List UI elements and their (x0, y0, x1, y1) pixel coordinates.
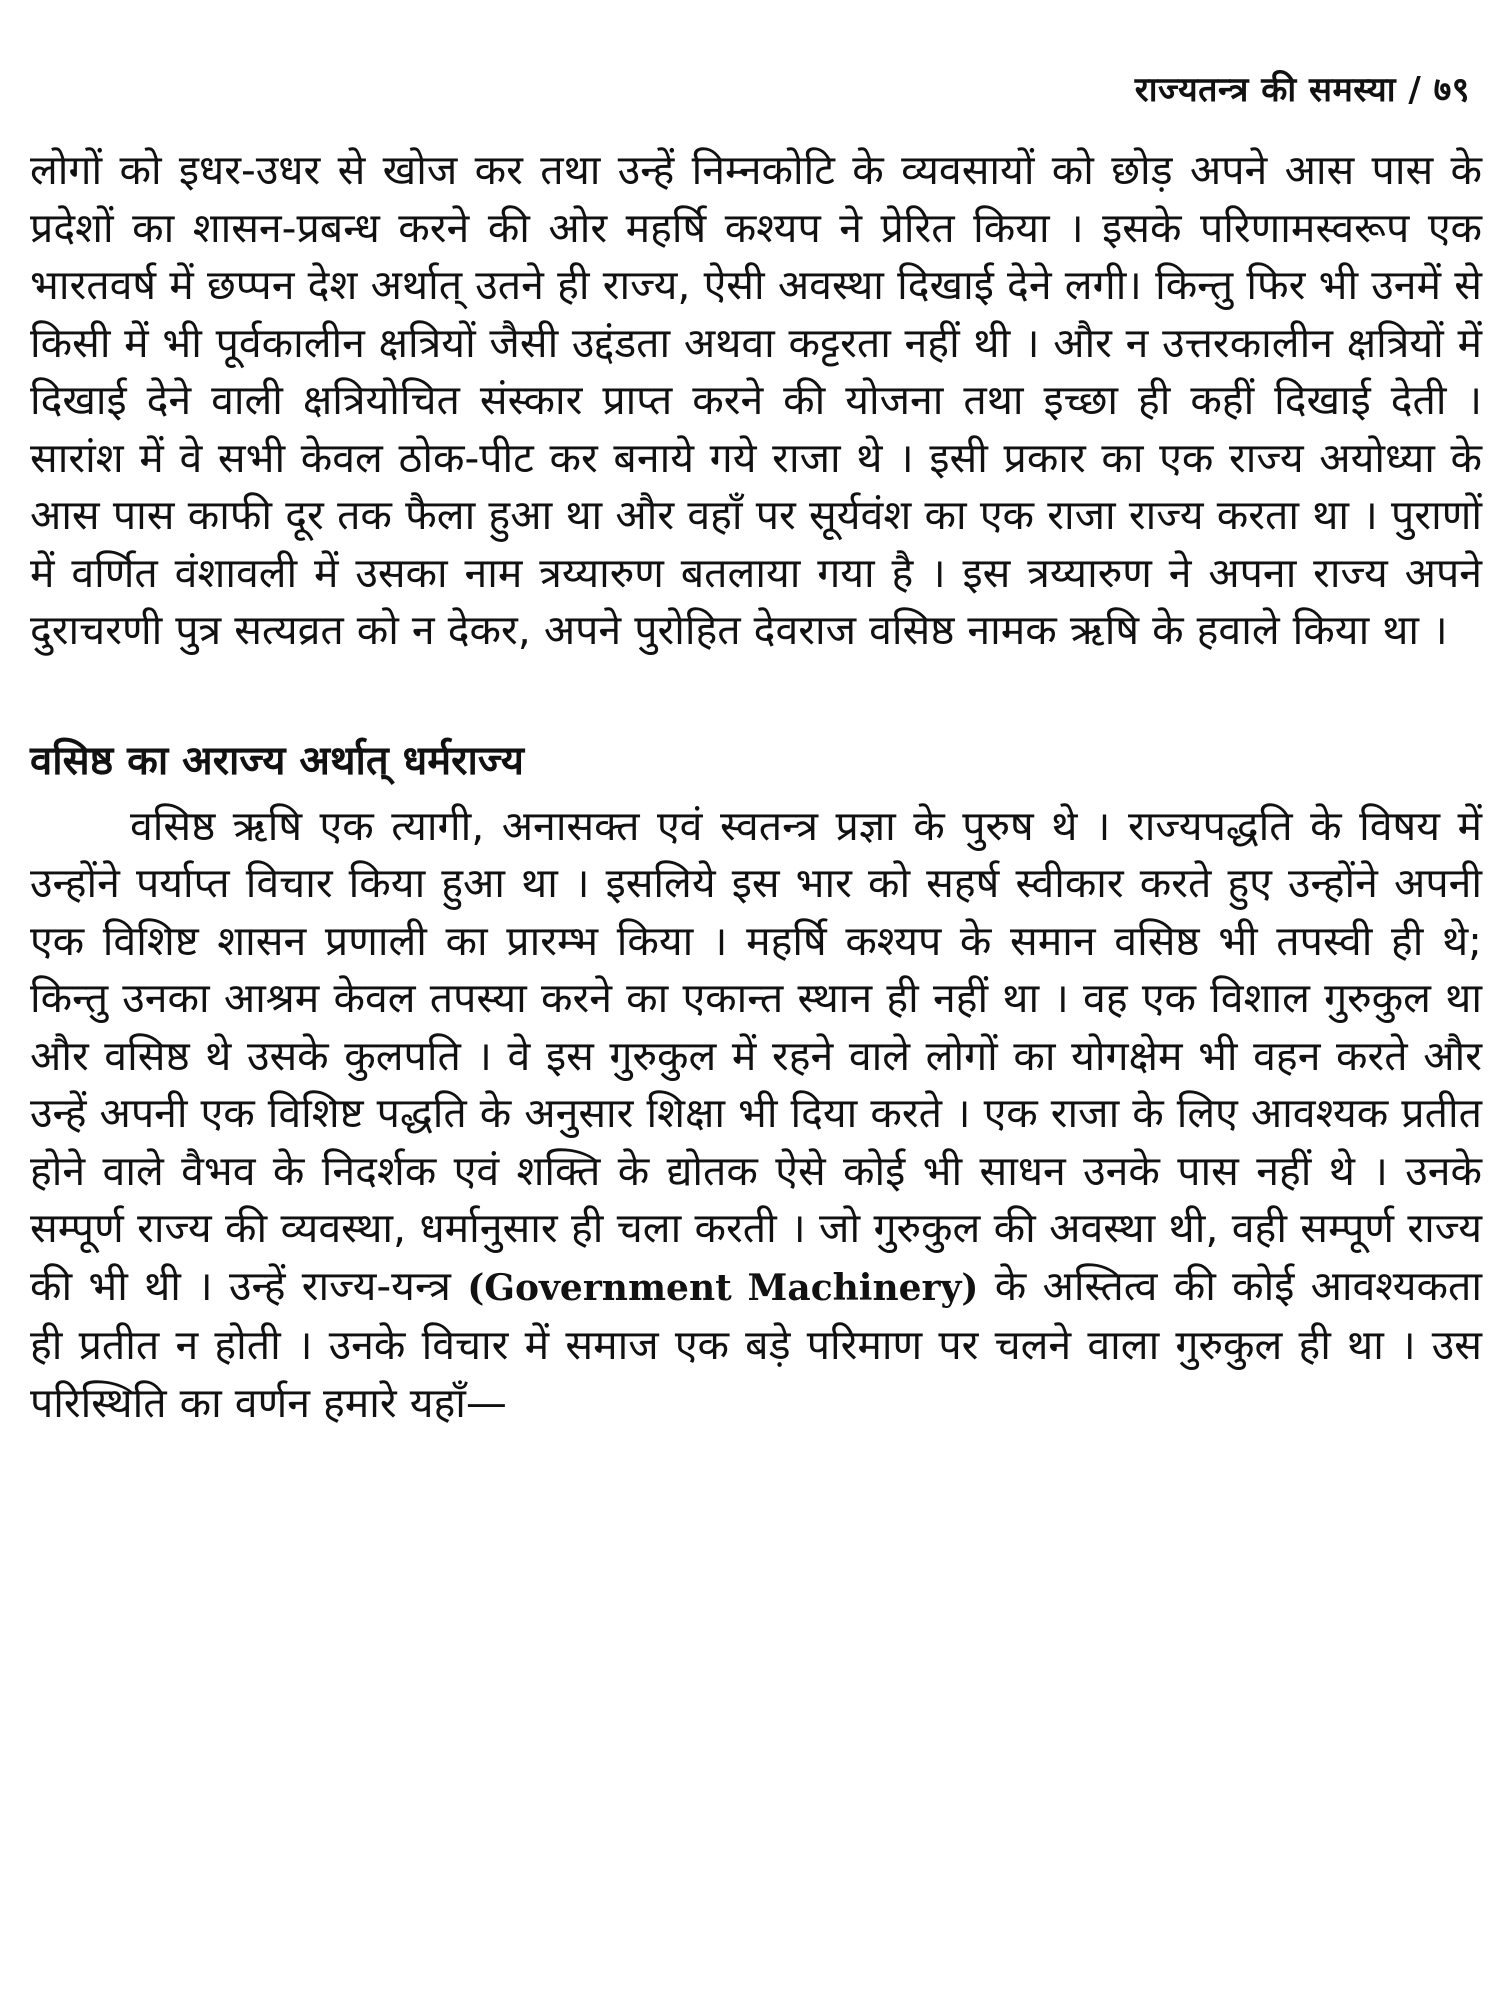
paragraph-2-latin-term: (Government Machinery) (467, 1266, 979, 1309)
paragraph-2-text-before: वसिष्ठ ऋषि एक त्यागी, अनासक्त एवं स्वतन्त्र प्रज्ञा के पुरुष थे । राज्यपद्धति के विषय में उन्होंने पर्याप्त विचार किया हुआ था । इसलिये इस भार को सहर्ष स्वीकार करते हुए उन्होंने अपनी एक विशिष्ट शासन प्रणाली का प्रारम्भ किया । महर्षि कश्यप के समान वसिष्ठ भी तपस्वी ही थे; किन्तु उनका आश्रम केवल तपस्या करने का एकान्त स्थान ही नहीं था । वह एक विशाल गुरुकुल था और वसिष्ठ थे उसके कुलपति । वे इस गुरुकुल में रहने वाले लोगों का योगक्षेम भी वहन करते और उन्हें अपनी एक विशिष्ट पद्धति के अनुसार शिक्षा भी दिया करते । एक राजा के लिए आवश्यक प्रतीत होने वाले वैभव के निदर्शक एवं शक्ति के द्योतक ऐसे कोई भी साधन उनके पास नहीं थे । उनके सम्पूर्ण राज्य की व्यवस्था, धर्मानुसार ही चला करती । जो गुरुकुल की अवस्था थी, वही सम्पूर्ण राज्य की भी थी । उन्हें राज्य-यन्त्र (30, 801, 1482, 1310)
section-heading: वसिष्ठ का अराज्य अर्थात् धर्मराज्य (30, 737, 524, 784)
paragraph-2-text-after: के अस्तित्व की कोई आवश्यकता ही प्रतीत न होती । उनके विचार में समाज एक बड़े परिमाण पर चलने वाला गुरुकुल ही था । उस परिस्थिति का वर्णन हमारे यहाँ— (30, 1261, 1482, 1427)
body-paragraph-1: लोगों को इधर-उधर से खोज कर तथा उन्हें निम्नकोटि के व्यवसायों को छोड़ अपने आस पास के प्रदेशों का शासन-प्रबन्ध करने की ओर महर्षि कश्यप ने प्रेरित किया । इसके परिणामस्वरूप एक भारतवर्ष में छप्पन देश अर्थात् उतने ही राज्य, ऐसी अवस्था दिखाई देने लगी। किन्तु फिर भी उनमें से किसी में भी पूर्वकालीन क्षत्रियों जैसी उद्दंडता अथवा कट्टरता नहीं थी । और न उत्तरकालीन क्षत्रियों में दिखाई देने वाली क्षत्रियोचित संस्कार प्राप्त करने की योजना तथा इच्छा ही कहीं दिखाई देती । सारांश में वे सभी केवल ठोक-पीट कर बनाये गये राजा थे । इसी प्रकार का एक राज्य अयोध्या के आस पास काफी दूर तक फैला हुआ था और वहाँ पर सूर्यवंश का एक राजा राज्य करता था । पुराणों में वर्णित वंशावली में उसका नाम त्रय्यारुण बतलाया गया है । इस त्रय्यारुण ने अपना राज्य अपने दुराचरणी पुत्र सत्यव्रत को न देकर, अपने पुरोहित देवराज वसिष्ठ नामक ऋषि के हवाले किया था । (30, 146, 1482, 654)
body-paragraph-2 (30, 798, 1482, 1433)
running-header: राज्यतन्त्र की समस्या / ७९ (1134, 70, 1470, 110)
